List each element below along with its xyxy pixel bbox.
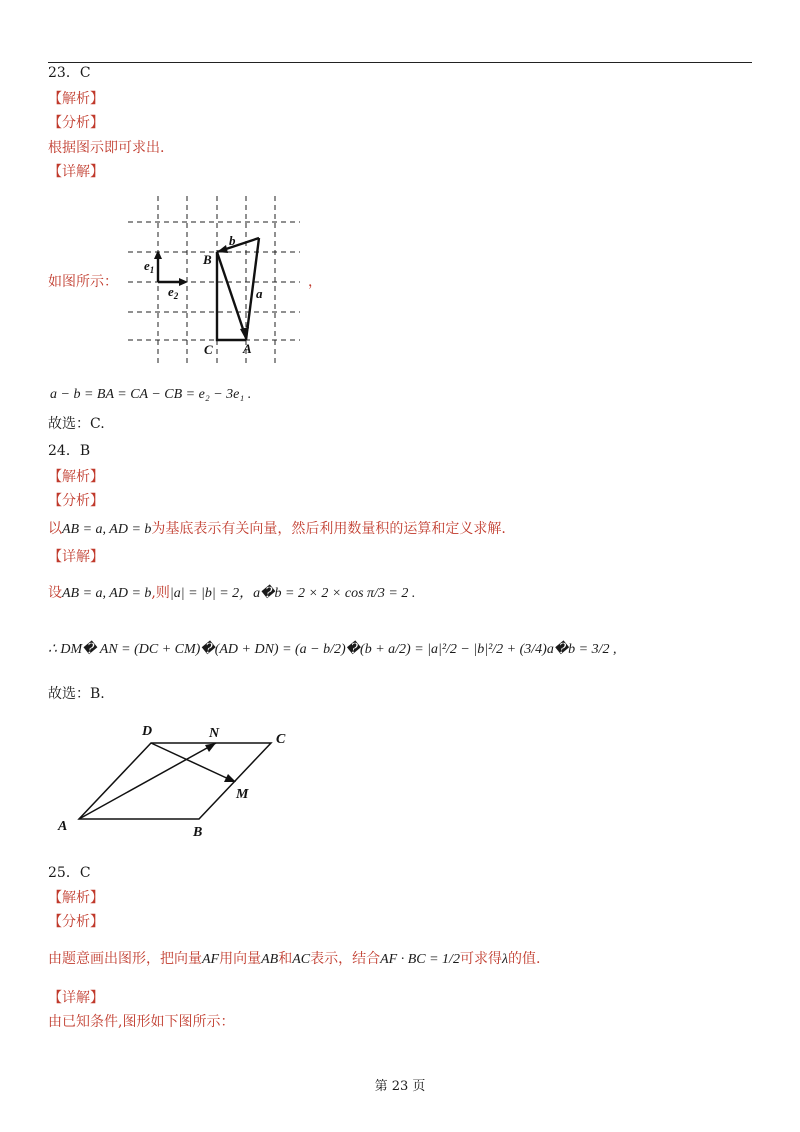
q23-label-e2-sub: 2 (173, 291, 179, 301)
q25-title: 25．C (48, 865, 91, 881)
q25-fenxi-heading: 【分析】 (48, 914, 104, 930)
q23-comma: ， (308, 274, 322, 290)
q25-analysis-p5: 可求得 (459, 951, 502, 967)
q25-analysis-p4: 表示，结合 (310, 951, 381, 967)
q23-label-B: B (203, 252, 212, 267)
q25-analysis-m5: λ (501, 952, 509, 967)
q24-vector-AN (79, 743, 216, 819)
q24-label-N: N (209, 726, 220, 741)
q23-label-A: A (243, 341, 252, 356)
q23-label-b: b (229, 233, 236, 248)
q24-label-D: D (142, 724, 153, 739)
q23-arrowhead-e1 (154, 250, 162, 259)
q23-jiexi-heading: 【解析】 (48, 91, 104, 107)
q24-set-rest: |a| = |b| = 2，a�b = 2 × 2 × cos π/3 = 2 . (169, 586, 416, 601)
q25-analysis-p6: 的值. (508, 951, 541, 967)
q23-label-e1-letter: e (144, 258, 150, 273)
q23-arrowhead-b (217, 245, 228, 253)
q24-set-line (48, 584, 415, 603)
q24-label-A: A (58, 819, 68, 834)
q23-label-e1-sub: 1 (149, 265, 155, 275)
q25-analysis-m4: AF · BC = 1/2 (380, 952, 460, 967)
q24-analysis (48, 520, 506, 539)
q24-xiangjie-heading: 【详解】 (48, 549, 104, 565)
q25-analysis-p2: 用向量 (219, 951, 262, 967)
q24-set-math: AB = a, AD = b (62, 586, 152, 601)
q23-analysis: 根据图示即可求出. (48, 140, 165, 156)
q24-fenxi-heading: 【分析】 (48, 493, 104, 509)
q24-set-then: ,则 (151, 585, 170, 601)
q25-given: 由已知条件,图形如下图所示： (48, 1014, 235, 1030)
q25-analysis-m3: AC (292, 952, 311, 967)
q23-label-a: a (256, 286, 263, 301)
q24-analysis-post: 为基底表示有关向量，然后利用数量积的运算和定义求解. (151, 521, 506, 537)
q23-dashed-grid (128, 196, 300, 363)
q23-label-e2-letter: e (168, 284, 174, 299)
q25-analysis (48, 950, 540, 969)
q23-vector-BA (217, 252, 246, 338)
q24-formula: ∴ DM� AN = (DC + CM)�(AD + DN) = (a − b/2)�(b + a/2) = |a|²/2 − |b|²/2 + (3/4)a�b = 3/2 , (48, 642, 617, 657)
q24-set-pre: 设 (48, 585, 62, 601)
q24-vector-DM (151, 743, 233, 781)
q24-conclusion: 故选：B. (48, 686, 105, 702)
q23-conclusion: 故选：C. (48, 416, 105, 432)
q23-label-C: C (204, 342, 213, 357)
q25-analysis-p1: 由题意画出图形，把向量 (48, 951, 202, 967)
header-rule (48, 62, 752, 63)
q23-title: 23．C (48, 65, 91, 81)
q23-xiangjie-heading: 【详解】 (48, 164, 104, 180)
q24-jiexi-heading: 【解析】 (48, 469, 104, 485)
q23-vector-grid-figure (120, 188, 310, 363)
q24-label-M: M (236, 787, 249, 802)
q24-analysis-pre: 以 (48, 521, 62, 537)
q25-jiexi-heading: 【解析】 (48, 890, 104, 906)
q23-fenxi-heading: 【分析】 (48, 115, 104, 131)
page-footer: 第 23 页 (374, 1079, 426, 1094)
q23-label-e1 (144, 258, 154, 275)
q25-analysis-m1: AF (202, 952, 220, 967)
q23-as-shown: 如图所示： (48, 274, 118, 290)
q23-label-e2 (168, 284, 179, 301)
q24-label-B: B (193, 825, 203, 840)
q24-analysis-math: AB = a, AD = b (62, 522, 152, 537)
q24-label-C: C (276, 732, 286, 747)
q25-analysis-p3: 和 (278, 951, 293, 967)
q25-analysis-m2: AB (261, 952, 279, 967)
q24-title: 24．B (48, 443, 91, 459)
q25-xiangjie-heading: 【详解】 (48, 990, 104, 1006)
q23-formula: a − b = BA = CA − CB = e₂ − 3e₁ . (50, 387, 252, 402)
q24-parallelogram-figure (50, 718, 300, 843)
q24-arrowhead-AN (205, 743, 216, 752)
